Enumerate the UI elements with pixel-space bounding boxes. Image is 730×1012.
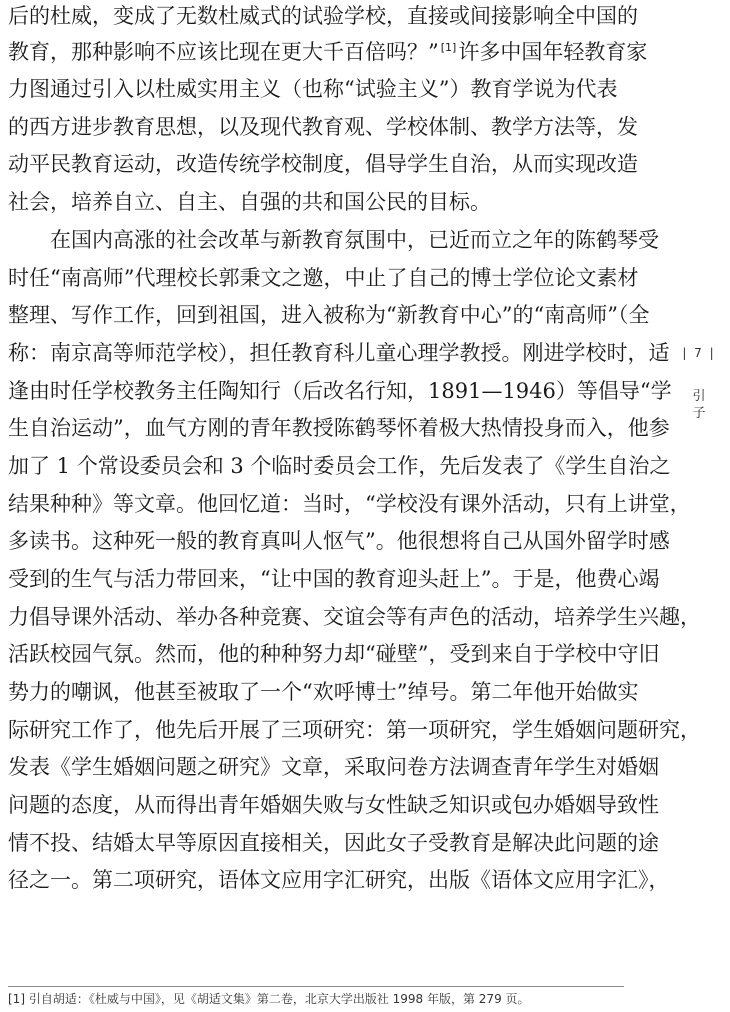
chapter-label bbox=[676, 388, 722, 422]
text-line: 的西方进步教育思想，以及现代教育观、学校体制、教学方法等，发 bbox=[8, 115, 638, 139]
text-line: 发表《学生婚姻问题之研究》文章，采取问卷方法调查青年学生对婚姻 bbox=[8, 755, 659, 779]
text-line: 情不投、结婚太早等原因直接相关，因此女子受教育是解决此问题的途 bbox=[8, 831, 659, 855]
text-line: 动平民教育运动，改造传统学校制度，倡导学生自治，从而实现改造 bbox=[8, 152, 638, 176]
chapter-label-char: 子 bbox=[692, 406, 706, 421]
text-line bbox=[8, 34, 648, 70]
text-segment: 许多中国年轻教育家 bbox=[458, 40, 648, 64]
text-line: 整理、写作工作，回到祖国，进入被称为“新教育中心”的“南高师”（全 bbox=[8, 303, 650, 327]
text-line: 在国内高涨的社会改革与新教育氛围中，已近而立之年的陈鹤琴受 bbox=[50, 228, 659, 252]
page-number: | 7 | bbox=[682, 346, 716, 360]
text-line: 时任“南高师”代理校长郭秉文之邀，中止了自己的博士学位论文素材 bbox=[8, 266, 639, 290]
footnote-reference[interactable]: [1] bbox=[440, 41, 457, 54]
text-line: 结果种种》等文章。他回忆道：当时，“学校没有课外活动，只有上讲堂， bbox=[8, 492, 691, 516]
text-line: 社会，培养自立、自主、自强的共和国公民的目标。 bbox=[8, 190, 491, 214]
text-line: 逢由时任学校教务主任陶知行（后改名行知，1891—1946）等倡导“学 bbox=[8, 379, 672, 403]
text-line: 势力的嘲讽，他甚至被取了一个“欢呼博士”绰号。第二年他开始做实 bbox=[8, 680, 639, 704]
chapter-label-char: 引 bbox=[692, 389, 706, 404]
text-line: 力倡导课外活动、举办各种竞赛、交谊会等有声色的活动，培养学生兴趣， bbox=[8, 605, 701, 629]
text-line: 问题的态度，从而得出青年婚姻失败与女性缺乏知识或包办婚姻导致性 bbox=[8, 793, 659, 817]
text-line: 称：南京高等师范学校），担任教育科儿童心理学教授。刚进学校时，适 bbox=[8, 341, 670, 365]
footnote-divider bbox=[8, 986, 624, 987]
text-line: 活跃校园气氛。然而，他的种种努力却“碰壁”，受到来自于学校中守旧 bbox=[8, 642, 660, 666]
text-line: 受到的生气与活力带回来，“让中国的教育迎头赶上”。于是，他费心竭 bbox=[8, 567, 660, 591]
text-line: 生自治运动”，血气方刚的青年教授陈鹤琴怀着极大热情投身而入，他参 bbox=[8, 416, 670, 440]
footnote: [1] 引自胡适：《杜威与中国》，见《胡适文集》第二卷，北京大学出版社 1998 年版，第 279 页。 bbox=[8, 992, 530, 1006]
text-line: 多读书。这种死一般的教育真叫人怄气”。他很想将自己从国外留学时感 bbox=[8, 529, 670, 553]
text-line: 径之一。第二项研究，语体文应用字汇研究，出版《语体文应用字汇》， bbox=[8, 868, 670, 892]
text-segment: 教育，那种影响不应该比现在更大千百倍吗？” bbox=[8, 40, 439, 64]
text-line: 加了 1 个常设委员会和 3 个临时委员会工作，先后发表了《学生自治之 bbox=[8, 454, 671, 478]
text-line: 际研究工作了，他先后开展了三项研究：第一项研究，学生婚姻问题研究， bbox=[8, 718, 701, 742]
text-line: 后的杜威，变成了无数杜威式的试验学校，直接或间接影响全中国的 bbox=[8, 4, 638, 28]
text-line: 力图通过引入以杜威实用主义（也称“试验主义”）教育学说为代表 bbox=[8, 77, 618, 101]
margin-column bbox=[676, 346, 722, 422]
